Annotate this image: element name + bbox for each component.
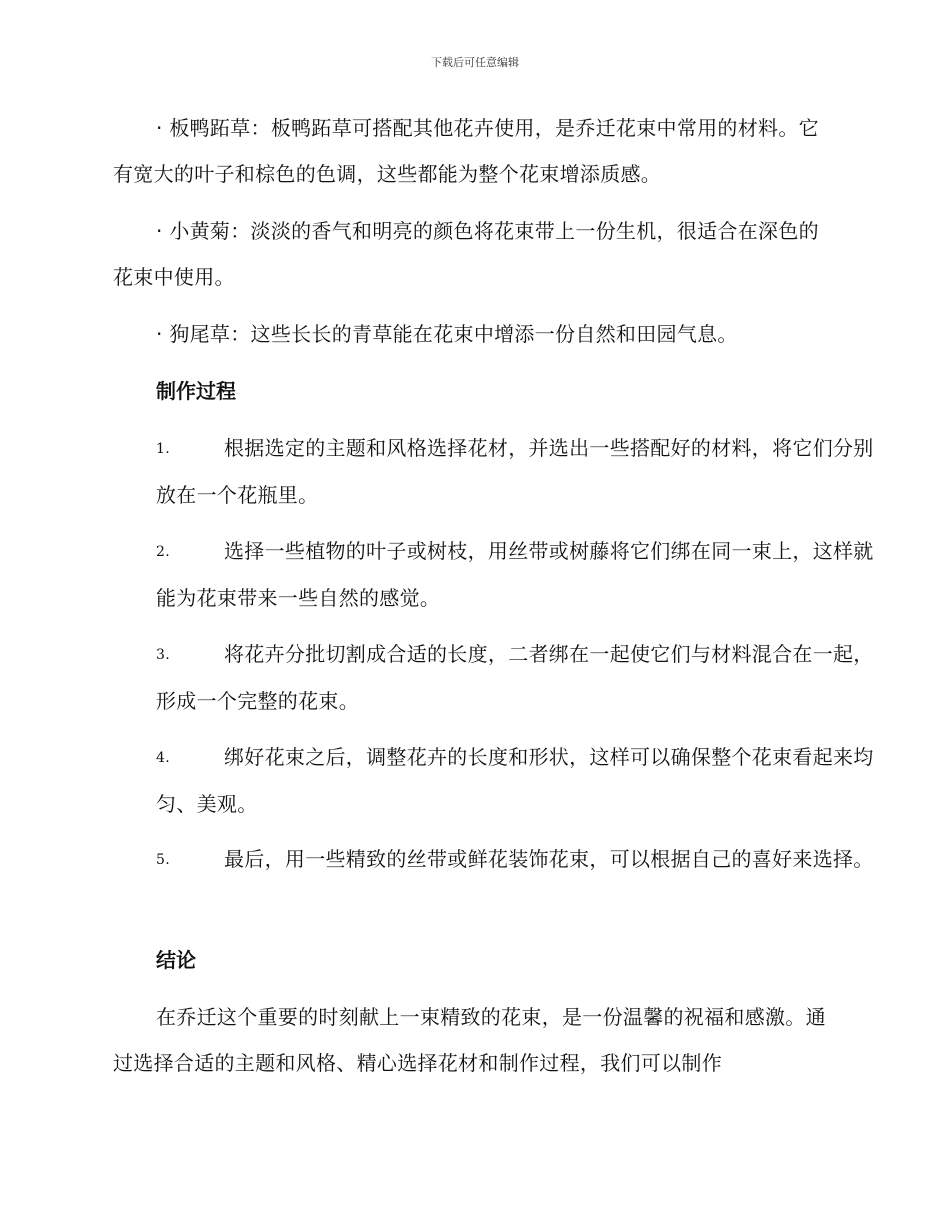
section-heading-conclusion: 结论 (156, 948, 196, 972)
process-step (113, 734, 878, 827)
step-number: 3. (156, 647, 170, 663)
process-step (113, 631, 878, 724)
process-step (113, 836, 878, 883)
conclusion-paragraph: 在乔迁这个重要的时刻献上一束精致的花束，是一份温馨的祝福和感激。通过选择合适的主题和风格、精心选择花材和制作过程，我们可以制作 (113, 1005, 826, 1075)
step-number: 1. (156, 441, 170, 457)
process-step (113, 528, 878, 621)
material-item-gouweicao: · 狗尾草：这些长长的青草能在花束中增添一份自然和田园气息。 (156, 322, 738, 346)
step-text: 将花卉分批切割成合适的长度，二者绑在一起使它们与材料混合在一起，形成一个完整的花束。 (156, 642, 874, 713)
material-item-xiaohuangju: · 小黄菊：淡淡的香气和明亮的颜色将花束带上一份生机，很适合在深色的花束中使用。 (113, 219, 819, 289)
step-number: 4. (156, 750, 170, 766)
step-text: 选择一些植物的叶子或树枝，用丝带或树藤将它们绑在同一束上，这样就能为花束带来一些自然的感觉。 (156, 539, 874, 610)
step-text: 最后，用一些精致的丝带或鲜花装饰花束，可以根据自己的喜好来选择。 (224, 847, 874, 871)
step-number: 5. (156, 852, 170, 868)
process-step (113, 425, 878, 518)
page-header: 下载后可任意编辑 (431, 56, 519, 69)
step-text: 绑好花束之后，调整花卉的长度和形状，这样可以确保整个花束看起来均匀、美观。 (156, 745, 874, 816)
section-heading-process: 制作过程 (156, 379, 236, 403)
step-text: 根据选定的主题和风格选择花材，并选出一些搭配好的材料，将它们分别放在一个花瓶里。 (156, 436, 874, 507)
step-number: 2. (156, 544, 170, 560)
material-item-banyazhicao: · 板鸭跖草：板鸭跖草可搭配其他花卉使用，是乔迁花束中常用的材料。它有宽大的叶子和棕色的色调，这些都能为整个花束增添质感。 (113, 116, 819, 186)
